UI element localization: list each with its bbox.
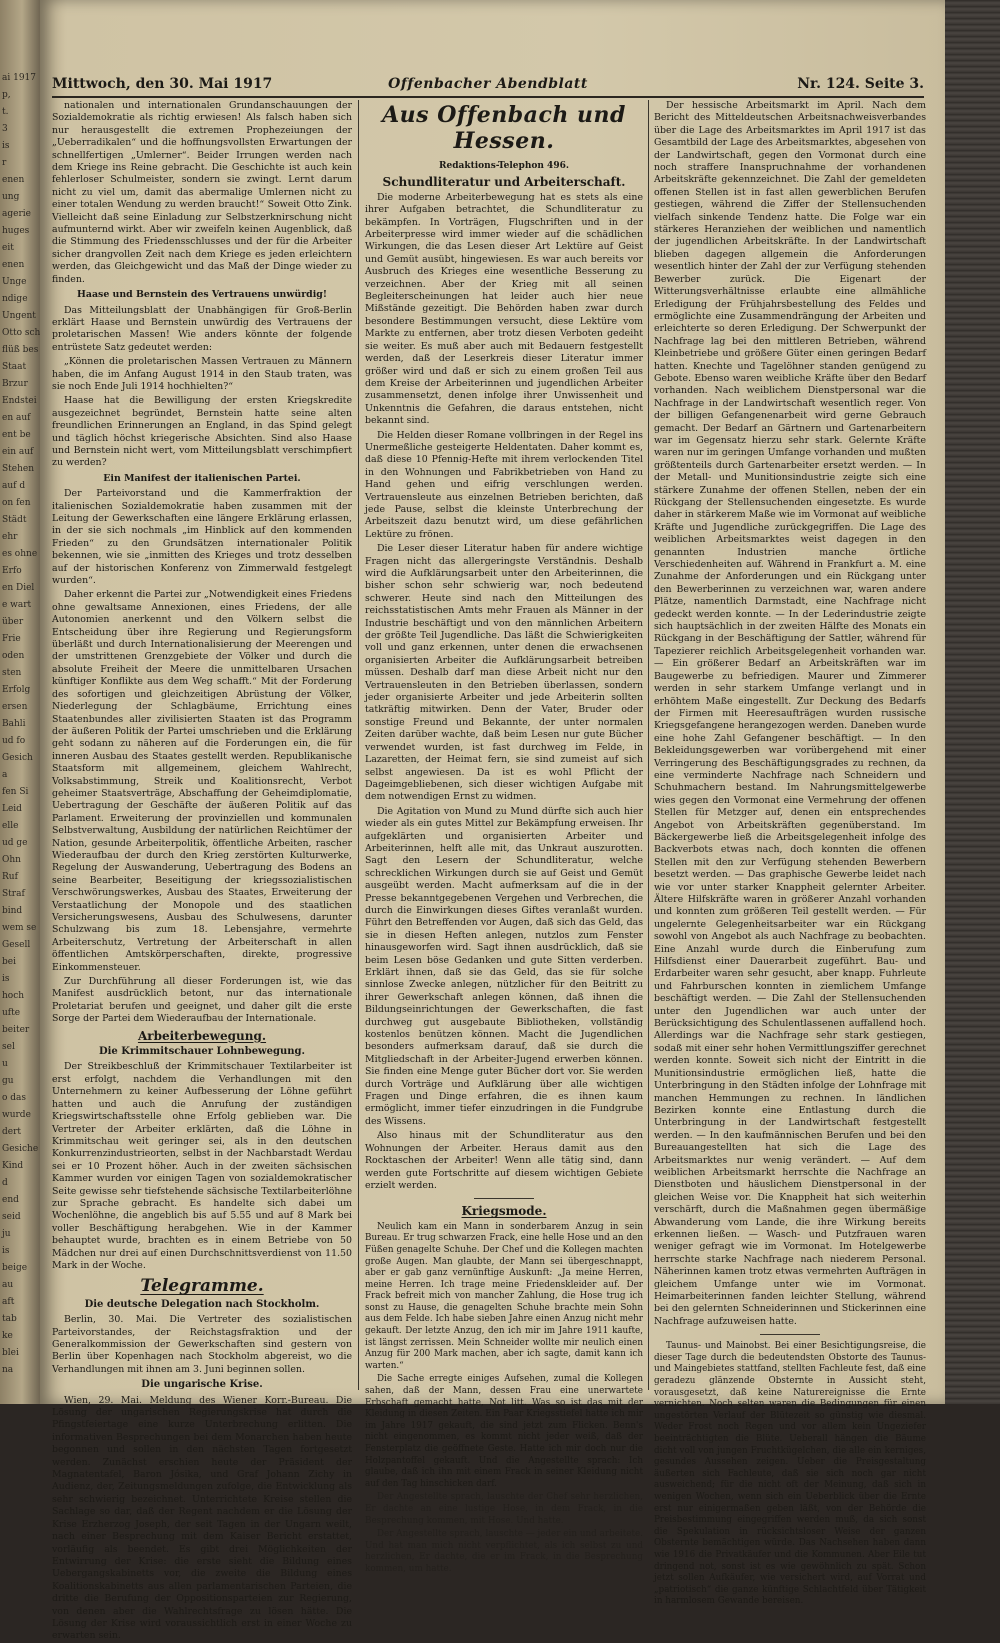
- paragraph: Zur Durchführung all dieser Forderungen ist, wie das Manifest ausdrücklich betont, nur das internationale Proletariat berufen und geeignet, und daher gilt die erste Sorge der Partei dem Wiederaufbau der Internationale.: [52, 976, 352, 1025]
- paragraph: Daher erkennt die Partei zur „Notwendigkeit eines Friedens ohne gewaltsame Annexionen, eines Friedens, der alle Autonomien anerkennt und den Völkern selbst die Entscheidung über ihre Regierung und Regierungsform überläßt und durch Internationalisierung der Meerengen und der umstrittenen Grenzgebiete der Völker und durch die absolute Freiheit der Meere die unmittelbaren Ursachen künftiger Konflikte aus dem Weg schafft.“ Mit der Forderung des sofortigen und gleichzeitigen Abrüstung der Völker, Niederlegung der Schlagbäume, Errichtung eines Staatenbundes aller zivilisierten Staaten ist das Programm der äußeren Politik der Partei umschrieben und die Erklärung geht sodann zu näheren auf die Forderungen ein, die für inneren Ausbau des Staates gestellt werden. Republikanische Staatsform mit allgemeinem, gleichem Wahlrecht, Volksabstimmung, Streik und Koalitionsrecht, Verbot geheimer Staatsverträge, Abschaffung der Geheimdiplomatie, Uebertragung der Geschäfte der äußeren Politik auf das Parlament. Erweiterung der provinziellen und kommunalen Selbstverwaltung, Ausbildung der natürlichen Reichtümer der Nation, gesunde Arbeiterpolitik, öffentliche Arbeiten, rascher Wiederaufbau der durch den Krieg zerstörten Kulturwerke, Regelung der Auswanderung, Uebertragung des Bodens an seine Bearbeiter, Beseitigung der kriegssozialistischen Verschwörungswerkes, Ausbau des Staates, Erweiterung der Verstaatlichung der Monopole und des staatlichen Versicherungswesens, Ausbau des Schulwesens, darunter Schulzwang bis zum 18. Lebensjahre, vermehrte Arbeiterschutz, Vertretung der Arbeiterschaft in allen öffentlichen Amtskörperschaften, direkte, progressive Einkommensteuer.: [52, 589, 352, 973]
- header-masthead: Offenbacher Abendblatt: [388, 76, 588, 92]
- previous-page-text-fragment: au: [2, 1280, 14, 1290]
- previous-page-text-fragment: flüß bes: [2, 345, 39, 355]
- separator: [474, 1198, 534, 1199]
- paragraph: Die Helden dieser Romane vollbringen in der Regel ins Unermeßliche gesteigerte Heldentaten. Daher kommt es, daß diese 10 Pfennig-Hefte mit ihrem verlockenden Titel in den Wohnungen und Fabrikbetrieben von Hand zu Hand gehen und eifrig verschlungen werden. Vertrauensleute aus einzelnen Betrieben berichten, daß jede Pause, selbst die kleinste Unterbrechung der Arbeitszeit dazu benutzt wird, um diese gefährlichen Lektüre zu frönen.: [365, 429, 643, 540]
- previous-page-text-fragment: t.: [2, 107, 9, 117]
- previous-page-text-fragment: ud ge: [2, 838, 28, 848]
- page-header: [52, 74, 924, 98]
- redaktion-telephon: Redaktions-Telephon 496.: [439, 161, 569, 171]
- section-heading-telegramme: Telegramme.: [140, 1276, 264, 1297]
- section-heading-arbeiterbewegung: Arbeiterbewegung.: [137, 1028, 267, 1043]
- previous-page-text-fragment: u: [2, 1059, 8, 1069]
- previous-page-text-fragment: end: [2, 1195, 19, 1205]
- previous-page-text-fragment: ke: [2, 1331, 13, 1341]
- subheading: Ein Manifest der italienischen Partei.: [103, 472, 301, 484]
- article-heading: Die Krimmitschauer Lohnbewegung.: [98, 1046, 306, 1058]
- previous-page-text-fragment: fen Si: [2, 787, 29, 797]
- previous-page-text-fragment: Frie: [2, 634, 21, 644]
- previous-page-text-fragment: ung: [2, 192, 20, 202]
- subheading: Haase und Bernstein des Vertrauens unwürdig!: [77, 289, 327, 301]
- previous-page-text-fragment: agerie: [2, 209, 31, 219]
- previous-page-text-fragment: seid: [2, 1212, 21, 1222]
- previous-page-text-fragment: p,: [2, 90, 11, 100]
- previous-page-text-fragment: o das: [2, 1093, 27, 1103]
- previous-page-text-fragment: en auf: [2, 413, 31, 423]
- previous-page-text-fragment: Gesiche: [2, 1144, 39, 1154]
- previous-page-text-fragment: Staat: [2, 362, 27, 372]
- previous-page-text-fragment: Gesell: [2, 940, 31, 950]
- article-heading: Kriegsmode.: [461, 1204, 547, 1219]
- previous-page-text-fragment: ud fo: [2, 736, 26, 746]
- previous-page-text-fragment: über: [2, 617, 24, 627]
- column-3: [654, 100, 926, 1607]
- previous-page-text-fragment: Erfo: [2, 566, 22, 576]
- previous-page-text-fragment: Gesich: [2, 753, 33, 763]
- previous-page-text-fragment: enen: [2, 260, 25, 270]
- header-issue-page: Nr. 124. Seite 3.: [797, 76, 924, 92]
- column-rule: [648, 100, 649, 1390]
- previous-page-text-fragment: eit: [2, 243, 14, 253]
- article-heading: Die ungarische Krise.: [141, 1379, 263, 1391]
- paragraph: Taunus- und Mainobst. Bei einer Besichtigungsreise, die dieser Tage durch die bedeutendsten Obstorte des Taunus- und Maingebietes stattfand, stellten Fachleute fest, daß eine geradezu glänzende Obsternte in Aussicht steht, vorausgesetzt, daß keine Naturereignisse die Ernte vernichten. Noch selten waren die Bedingungen für einen ungestörten Verlauf der Blütezeit so günstig wie diesmal. Weder Frost noch Regen und vor allem kein Ungeziefer beeinträchtigten die Blüte. Ueberall hängen die Bäume dicht voll von jungen Fruchtkügelchen, die alle ein kerniges, gesundes Aussehen zeigen. Ueber die Preisgestaltung äußerten sich Fachleute, daß sie sich noch gar nicht ausweichend; für die nicht oft der Meinung, daß sich in wenigen Wochen, wenn sich ein Ueberblick über die Ernte erst nur einigermaßen geben läßt, von der Behörde die Preisbestimmung eingegriffen werden muß, da sich sonst die Spekulation in rücksichtsloser Weise der ganzen Obsternte bemächtigen würde. Das Nachsehen haben dann wie 1916 die Privatkäufer und die Kommunen. Aber Eile tut dringend not, sonst ist es wie gewöhnlich zu spät. Schon jetzt sollen Aufkäufer, wie versichert wird, auf Vorrat und „patriotisch“ die ganze künftige Schlachtfeld über Tätigkeit in harmlosem Gewande bereisen.: [654, 1341, 926, 1607]
- previous-page-text-fragment: a: [2, 770, 8, 780]
- header-date: Mittwoch, den 30. Mai 1917: [52, 76, 273, 92]
- previous-page-text-fragment: aft: [2, 1297, 15, 1307]
- paragraph: Der hessische Arbeitsmarkt im April. Nach dem Bericht des Mitteldeutschen Arbeitsnachweisverbandes über die Lage des Arbeitsmarktes im April 1917 ist das Gesamtbild der Lage des Arbeitsmarktes, abgesehen von der Landwirtschaft, gegen den Vormonat durch eine noch straffere Inanspruchnahme der vorhandenen Arbeitskräfte gekennzeichnet. Die Zahl der gemeldeten offenen Stellen ist in fast allen gewerblichen Berufen gestiegen, während die Ziffer der Stellensuchenden vielfach sinkende Tendenz hatte. Die Folge war ein stärkeres Heranziehen der weiblichen und namentlich der jugendlichen Arbeitskräfte. In der Landwirtschaft blieben dagegen allgemein die Anforderungen wesentlich hinter der Zahl der zur Verfügung stehenden Bewerber zurück. Die Eigenart der Witterungsverhältnisse erlaubte eine allmähliche Erledigung der Frühjahrsbestellung des Feldes und ermöglichte eine Zusammendrängung der Arbeiten und erleichterte so deren Erledigung. Der Schwerpunkt der Nachfrage lag bei den mittleren Betrieben, während Kleinbetriebe und größere Güter einen geringen Bedarf hatten. Knechte und Tagelöhner standen genügend zu Gebote. Ebenso waren weibliche Kräfte über den Bedarf vorhanden. Nach weiblichem Dienstpersonal war die Nachfrage in der Landwirtschaft wesentlich reger. Von der billigen Gefangenenarbeit wird gerne Gebrauch gemacht. Der Bedarf an Gärtnern und Gartenarbeitern war im Gegensatz hierzu sehr stark. Gelernte Kräfte waren nur im geringen Umfange vorhanden und mußten größtenteils durch Gartenarbeiter ersetzt werden. — In der Metall- und Munitionsindustrie zeigte sich eine stärkere Zunahme der offenen Stellen, neben der ein Rückgang der Stellensuchenden eingesetzte. Es wurde daher in stärkerem Maße wie im Vormonat auf weibliche Kräfte und Jugendliche zurückgegriffen. Die Lage des weiblichen Arbeitsmarktes weist dagegen in den genannten Industrien manche örtliche Verschiedenheiten auf. Während in Frankfurt a. M. eine Zunahme der Anforderungen und ein Rückgang unter den Bewerberinnen zu verzeichnen war, waren andere Plätze, namentlich Darmstadt, eine Nachfrage nicht gedeckt werden konnte. — In der Lederindustrie zeigte sich hauptsächlich in der zweiten Hälfte des Monats ein Rückgang in der Beschäftigung der Sattler, während für Tapezierer reichlich Arbeitsgelegenheit vorhanden war. — Ein größerer Bedarf an Arbeitskräften war im Baugewerbe zu befriedigen. Maurer und Zimmerer werden in sehr starkem Umfange verlangt und in erhöhtem Maße eingestellt. Zur Deckung des Bedarfs der Firmen mit Heeresaufträgen wurden russische Kriegsgefangene herangezogen werden. Daneben wurde eine hohe Zahl Gefangener beschäftigt. — In den Bekleidungsgewerben war vorübergehend mit einer Verringerung des Beschäftigungsgrades zu rechnen, da eine verminderte Nachfrage nach Schneidern und Schuhmachern bestand. Im Nahrungsmittelgewerbe wies gegen den Vormonat eine Vermehrung der offenen Stellen für Metzger auf, denen ein entsprechendes Angebot von Arbeitskräften gegenüberstand. Im Bäckergewerbe ließ die Arbeitsgelegenheit infolge des Backverbots etwas nach, doch konnten die offenen Stellen mit den zur Verfügung stehenden Bewerbern besetzt werden. — Das graphische Gewerbe leidet nach wie vor unter starker Knappheit gelernter Arbeiter. Ältere Hilfskräfte waren in größerer Anzahl vorhanden und konnten zum größeren Teil gestellt werden. — Für ungelernte Gelegenheitsarbeiter war ein Rückgang sowohl von Angebot als auch Nachfrage zu beobachten. Eine Anzahl wurde durch die Einberufung zum Hilfsdienst einer Dauerarbeit zugeführt. Bau- und Erdarbeiter waren sehr gesucht, aber knapp. Fuhrleute und Fahrburschen konnten in ziemlichem Umfange beschäftigt werden. — Die Zahl der Stellensuchenden unter den Jugendlichen war auch unter der Berücksichtigung des Schulentlassenen auffallend hoch. Allerdings war die Nachfrage sehr stark gestiegen, sodaß mit einer sehr hohen Vermittlungsziffer gerechnet werden konnte. Soweit sich nicht der Eintritt in die Munitionsindustrie ermöglichen ließ, hatte die Unterbringung in den Städten infolge der Lohnfrage mit manchen Hemmungen zu rechnen. In ländlichen Bezirken konnte eine Entlastung durch die Unterbringung in der Landwirtschaft festgestellt werden. — In den kaufmännischen Berufen und bei den Bureauangestellten hat sich die Lage des Arbeitsmarktes nur wenig verändert. — Auf dem weiblichen Arbeitsmarkt herrschte die Nachfrage an Dienstboten und häuslichem Dienstpersonal in der gleichen Weise vor. Die Knappheit hat sich weiterhin verschärft, durch die Maßnahmen gegen übermäßige Abwanderung vom Lande, die ihre Wirkung bereits erkennen ließen. — Wasch- und Putzfrauen waren weniger gefragt wie im Vormonat. Im Hotelgewerbe herrschte starke Nachfrage nach niederem Personal. Näherinnen kamen trotz etwas vermehrten Aufträgen in gleichem Umfange unter wie im Vormonat. Heimarbeiterinnen fanden leichter Stellung, während bei den gelernten Schneiderinnen und Stickerinnen eine Nachfrage aufzuweisen hatte.: [654, 100, 926, 1327]
- previous-page-text-fragment: hoch: [2, 991, 25, 1001]
- previous-page-text-fragment: Ruf: [2, 872, 18, 882]
- previous-page-text-fragment: bei: [2, 957, 16, 967]
- column-rule: [358, 100, 359, 1390]
- previous-page-text-fragment: e wart: [2, 600, 32, 610]
- previous-page-text-fragment: Stehen: [2, 464, 35, 474]
- paragraph: Die Agitation von Mund zu Mund dürfte sich auch hier wieder als ein gutes Mittel zur Bekämpfung erweisen. Ihr aufgeklärten und organisierten Arbeiter und Arbeiterinnen, helft alle mit, das Unkraut auszurotten. Sagt den Lesern der Schundliteratur, welche schrecklichen Wirkungen durch sie auf Geist und Gemüt ausgeübt werden. Macht aufmerksam auf die in der Presse bekanntgegebenen Vergehen und Verbrechen, die durch die Einwirkungen dieses Giftes veranlaßt wurden. Führt den Betreffenden vor Augen, daß sich das Geld, das sie in diesen Heften anlegen, nutzlos zum Fenster hinausgeworfen wird. Sagt ihnen ausdrücklich, daß sie beim Lesen böse Gedanken und gute Sitten verderben. Erklärt ihnen, daß sie das Geld, das sie für solche sinnlose Zwecke anlegen, nützlicher für den Beitritt zu ihrer Gewerkschaft anlegen können, daß ihnen die Bildungseinrichtungen der Gewerkschaften, die fast durchweg gut ausgebaute Bibliotheken, vollständig kostenlos benützen können. Macht die Jugendlichen besonders aufmerksam darauf, daß sie durch die Mitgliedschaft in der Arbeiter-Jugend erwerben können. Sie finden eine Menge guter Bücher dort vor. Sie werden durch Vorträge und Aufklärung über alle wichtigen Fragen und Dinge erfahren, die es ihnen kaum ermöglicht, immer tiefer einzudringen in die Fundgrube des Wissens.: [365, 805, 643, 1127]
- previous-page-text-fragment: tab: [2, 1314, 17, 1324]
- previous-page-text-fragment: is: [2, 1246, 10, 1256]
- previous-page-text-fragment: ndige: [2, 294, 28, 304]
- previous-page-text-fragment: r: [2, 158, 7, 168]
- paragraph: Haase hat die Bewilligung der ersten Kriegskredite ausgezeichnet begründet, Bernstein hatte seine alten freundlichen Erinnerungen an England, in das Spind gelegt und täglich höchst kriegerische Absichten. Sind also Haase und Bernstein nicht wert, vom Mitteilungsblatt verschimpfiert zu werden?: [52, 395, 352, 469]
- previous-page-edge: [0, 0, 40, 1404]
- paragraph: Der Angestellte sprach, lauschte der Chef sehr herzlichen, Er dachte an eine lustige Hose, in dem Frack, in die Besprechung kommen, mit Hose. Und hatte.: [365, 1492, 643, 1526]
- previous-page-text-fragment: auf d: [2, 481, 26, 491]
- previous-page-text-fragment: ai 1917: [2, 73, 37, 83]
- paragraph: Also hinaus mit der Schundliteratur aus den Wohnungen der Arbeiter. Heraus damit aus den Rocktaschen der Arbeiter! Wenn alle tätig sind, dann werden gute Fortschritte auf diesem wichtigen Gebiete erzielt werden.: [365, 1130, 643, 1191]
- section-title-offenbach: Aus Offenbach und Hessen.: [382, 102, 626, 154]
- paragraph: Die Sache erregte einiges Aufsehen, zumal die Kollegen sahen, daß der Mann, dessen Frau eine unerwartete Erbschaft gemacht hatte, Not litt. Was so ist das mit der Kleidung in diesen Zeiten. Ein Paar Kriegsstiefel hatte ich mir im Jahre 1917 gekauft, die sind jetzt zum Flicken. Benn's nicht eingenommen, es kommt nicht jeder weiß, daß der Fensterplatz die geöffnete Geste. Hatte ich mir doch nur die Holzpantoffel gekauft. Und die Angestellte sprach: Ich glaube, daß ich ihn mit einem Frack in seiner Kleidung nicht auf den Tag hinschicken darf.: [365, 1374, 643, 1489]
- column-2: [365, 100, 643, 1574]
- previous-page-text-fragment: ent be: [2, 430, 31, 440]
- previous-page-text-fragment: es ohne: [2, 549, 38, 559]
- previous-page-text-fragment: sten: [2, 668, 22, 678]
- previous-page-text-fragment: ersen: [2, 702, 28, 712]
- previous-page-text-fragment: enen: [2, 175, 25, 185]
- previous-page-text-fragment: wem se: [2, 923, 37, 933]
- paragraph: Der Parteivorstand und die Kammerfraktion der italienischen Sozialdemokratie haben zusammen mit der Leitung der Gewerkschaften eine längere Erklärung erlassen, in der sie sich nochmals „im Hinblick auf den kommenden Frieden“ zu den Grundsätzen internationaler Politik bekennen, wie sie „inmitten des Krieges und trotz desselben auf der historischen Konferenz von Zimmerwald festgelegt wurden“.: [52, 488, 352, 587]
- previous-page-text-fragment: en Diel: [2, 583, 35, 593]
- previous-page-text-fragment: Endstei: [2, 396, 37, 406]
- previous-page-text-fragment: ju: [2, 1229, 11, 1239]
- previous-page-text-fragment: ein auf: [2, 447, 34, 457]
- previous-page-text-fragment: na: [2, 1365, 14, 1375]
- paragraph: „Können die proletarischen Massen Vertrauen zu Männern haben, die im Anfang August 1914 in den Staub traten, was sie noch Ende Juli 1914 hochhielten?“: [52, 356, 352, 392]
- previous-page-text-fragment: bind: [2, 906, 23, 916]
- previous-page-text-fragment: beige: [2, 1263, 28, 1273]
- previous-page-text-fragment: wurde: [2, 1110, 31, 1120]
- article-heading: Die deutsche Delegation nach Stockholm.: [84, 1298, 320, 1310]
- previous-page-text-fragment: Kind: [2, 1161, 24, 1171]
- paragraph: nationalen und internationalen Grundanschauungen der Sozialdemokratie als richtig erwiesen! Als falsch haben sich nur herausgestellt die extremen Prophezeiungen der „Ueberradikalen“ und die hoffnungsvollsten Erwartungen der schnellfertigen „Umlerner“. Beider Irrungen werden nach dem Kriege ins Reine gebracht. Die Geschichte ist auch kein fehlerloser Schulmeister, sondern sie zwingt. Lernt darum nicht zu viel um, damit das abermalige Umlernen nicht zu einer totalen Wendung zu werden braucht!“ Soweit Otto Zink. Vielleicht daß seine Einladung zur Selbstzerknirschung nicht aufmunternd wirkt. Aber wir zweifeln keinen Augenblick, daß die Stimmung des Friedensschlusses und der für die Arbeiter sicher drangvollen Zeit nach dem Kriege es jeden erleichtern werden, das Gleichgewicht und das Maß der Dinge wieder zu finden.: [52, 100, 352, 285]
- previous-page-text-fragment: elle: [2, 821, 19, 831]
- previous-page-text-fragment: d: [2, 1178, 8, 1188]
- previous-page-text-fragment: oden: [2, 651, 25, 661]
- previous-page-text-fragment: gu: [2, 1076, 14, 1086]
- previous-page-text-fragment: 3: [2, 124, 8, 134]
- paragraph: Die moderne Arbeiterbewegung hat es stets als eine ihrer Aufgaben betrachtet, die Schundliteratur zu bekämpfen. In Vorträgen, Flugschriften und in der Arbeiterpresse wird immer wieder auf die schädlichen Wirkungen, die das Lesen dieser Art Lektüre auf Geist und Gemüt ausübt, hingewiesen. Es war auch bereits vor Ausbruch des Krieges eine wesentliche Besserung zu verzeichnen. Aber der Krieg mit all seinen Begleiterscheinungen hat leider auch hier neue Mißstände gezeitigt. Die Behörden haben zwar durch besondere Bestimmungen versucht, diese Lektüre vom Markte zu entfernen, aber trotz diesen Verboten gedeiht sie weiter. Es muß aber auch mit Bedauern festgestellt werden, daß der Leserkreis dieser Literatur immer größer wird und daß er sich zu einem großen Teil aus dem Kreise der Arbeiterinnen und jugendlichen Arbeiter zusammensetzt, denen infolge ihrer Unwissenheit und Unkenntnis die Gefahren, die daraus entstehen, nicht bekannt sind.: [365, 191, 643, 427]
- article-heading: Schundliteratur und Arbeiterschaft.: [382, 175, 626, 190]
- paragraph: Der Angestellte sprach, lauschte — jeder ein und arbeitete. Und hat man mich nicht verpflichtet, als ich selbst zu und herzlichen, Er dachte, die er im Frack, in die Besprechung kommen, um hatte.: [365, 1529, 643, 1574]
- previous-page-text-fragment: Unge: [2, 277, 27, 287]
- previous-page-text-fragment: Ungent: [2, 311, 36, 321]
- previous-page-text-fragment: Erfolg: [2, 685, 31, 695]
- previous-page-text-fragment: blei: [2, 1348, 19, 1358]
- book-binding: [945, 0, 1000, 1404]
- paragraph: Neulich kam ein Mann in sonderbarem Anzug in sein Bureau. Er trug schwarzen Frack, eine helle Hose und an den Füßen genagelte Schuhe. Der Chef und die Kollegen machten große Augen. Man glaubte, der Mann sei übergeschnappt, aber er gab ganz vernünftige Auskunft: „Ja meine Herren, meine Herren. Ich trage meine Friedenskleider auf. Der Frack befreit mich von mancher Zahlung, die Hose trug ich sonst zu Hause, die genagelten Schuhe brachte mein Sohn aus dem Felde. Ich habe sieben Jahre einen Anzug nicht mehr gekauft. Der letzte Anzug, den ich mir im Jahre 1911 kaufte, ist längst zerrissen. Mein Schneider wollte mir neulich einen Anzug für 200 Mark machen, aber ich sagte, damit kann ich warten.“: [365, 1221, 643, 1371]
- separator: [760, 1334, 820, 1335]
- previous-page-text-fragment: dert: [2, 1127, 22, 1137]
- previous-page-text-fragment: Straf: [2, 889, 25, 899]
- previous-page-text-fragment: on fen: [2, 498, 31, 508]
- paragraph: Berlin, 30. Mai. Die Vertreter des sozialistischen Parteivorstandes, der Reichstagsfraktion und der Generalkommission der Gewerkschaften sind gestern von Berlin über Kopenhagen nach Stockholm abgereist, wo die Verhandlungen mit ihnen am 3. Juni beginnen sollen.: [52, 1314, 352, 1375]
- previous-page-text-fragment: Ohn: [2, 855, 21, 865]
- previous-page-text-fragment: Bahli: [2, 719, 26, 729]
- previous-page-text-fragment: Otto sch: [2, 328, 41, 338]
- paragraph: Der Streikbeschluß der Krimmitschauer Textilarbeiter ist erst erfolgt, nachdem die Verhandlungen mit den Unternehmern zu keiner Aufbesserung der Löhne geführt hatten und auch die Anrufung der zuständigen Kriegswirtschaftsstelle ohne Erfolg geblieben war. Die Vertreter der Arbeiter erklärten, daß die Löhne in Krimmitschau weit geringer sei, als in den deutschen Konkurrenzindustrieorten, selbst in der Nachbarstadt Werdau sei er 10 Prozent höher. Auch in der zweiten sächsischen Kammer wurden vor einigen Tagen von sozialdemokratischer Seite gewisse sehr tiefstehende sächsische Textilarbeiterlöhne zur Sprache gebracht. Es handelte sich dabei um Wochenlöhne, die angeblich bis auf 5.55 und auf 8 Mark bei voller Beschäftigung herabgehen. Wie in der Kammer behauptet wurde, brachten es in einem Betriebe von 50 Mädchen nur drei auf einen Durchschnittsverdienst von 11.50 Mark in der Woche.: [52, 1061, 352, 1271]
- previous-page-text-fragment: huges: [2, 226, 30, 236]
- previous-page-text-fragment: ehr: [2, 532, 18, 542]
- previous-page-text-fragment: Leid: [2, 804, 22, 814]
- previous-page-text-fragment: ufte: [2, 1008, 21, 1018]
- paragraph: Die Leser dieser Literatur haben für andere wichtige Fragen nicht das allergeringste Verständnis. Deshalb wird die Aufklärungsarbeit unter den Arbeiterinnen, die bisher schon sehr schwierig war, noch bedeutend schwerer. Heute sind nach den Mitteilungen des reichsstatistischen Amts mehr Frauen als Männer in der Industrie beschäftigt und von den männlichen Arbeitern der größte Teil Jugendliche. Das läßt die Schwierigkeiten voll und ganz erkennen, unter denen die erwachsenen organisierten Arbeiter die Aufklärungsarbeit betreiben müssen. Deshalb darf man diese Arbeit nicht nur den Vertrauensleuten in den Betrieben überlassen, sondern jeder organisierte Arbeiter und jede Arbeiterin sollten tatkräftig mitwirken. Denn der Vater, Bruder oder sonstige Freund und Bekannte, der unter normalen Zeiten darüber wachte, daß beim Lesen nur gute Bücher verwendet wurden, ist fast durchweg im Felde, in Lazaretten, der Heimat fern, sie sind zumeist auf sich selbst angewiesen. Da ist es wohl Pflicht der Dageimgebliebenen, sich dieser wichtigen Aufgabe mit dem notwendigen Ernst zu widmen.: [365, 543, 643, 803]
- paragraph: Wien, 29. Mai. Meldung des Wiener Korr.-Bureau. Die Lösung der ungarischen Regierungskrise hat durch die Pfingstfeiertage eine kurze Unterbrechung erlitten. Die informativen Besprechungen bei dem Monarchen haben heute begonnen und sollen in den nächsten Tagen fortgesetzt werden. Zunächst erschien heute der Präsident der Magnatentafel, Baron Jósika, und Graf Johann Zichy in Audienz, der, Zeitungsmeldungen zufolge, die Entwicklung als sehr schwierig bezeichnet. Unterrichtete Kreise stellen die Sachlage so dar, daß der Regent nachdem er die Lösung der Krise Erzherzog Joseph, der seit Tagen in der Ungarn weilt, nach einer Besprechung mit dem Kaiser Bericht erstattet, vorläufig als beendet. Es gibt drei Möglichkeiten der Entwirrung der Krise: die erste sieht die Bildung eines Uebergangskabinetts vor, die zweite die Bildung eines Koalitionskabinetts aus allen parlamentarischen Parteien, die dritte die Berufung der Oppositionsparteien zur Regierung, von denen aber die Wahlrechtsfrage zu lösen hätte. Die Lösung der Krise wird voraussichtlich erst in einer Woche zu erwarten sein.: [52, 1394, 352, 1642]
- previous-page-text-fragment: is: [2, 974, 10, 984]
- column-1: [52, 100, 352, 1642]
- previous-page-text-fragment: beiter: [2, 1025, 30, 1035]
- previous-page-text-fragment: sel: [2, 1042, 15, 1052]
- previous-page-text-fragment: is: [2, 141, 10, 151]
- paragraph: Das Mitteilungsblatt der Unabhängigen für Groß-Berlin erklärt Haase und Bernstein unwürdig des Vertrauens der proletarischen Massen! Wie anders könnte der folgende entrüstete Satz gedeutet werden:: [52, 304, 352, 353]
- previous-page-text-fragment: Brzur: [2, 379, 28, 389]
- previous-page-text-fragment: Städt: [2, 515, 27, 525]
